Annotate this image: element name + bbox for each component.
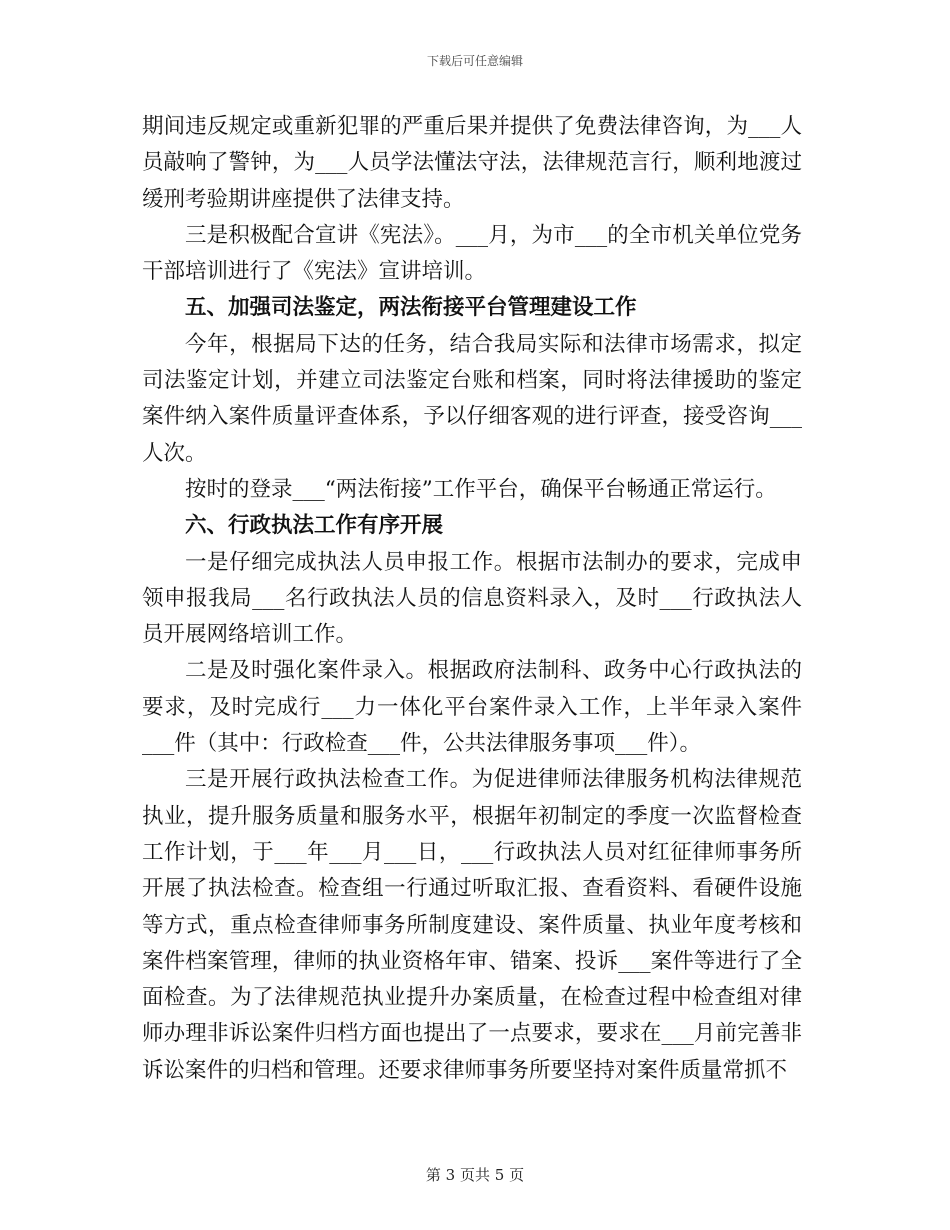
page-footer: 第 3 页共 5 页 [425,1166,525,1184]
section-heading-five: 五、加强司法鉴定，两法衔接平台管理建设工作 [185,295,637,321]
paragraph-case-entry: 二是及时强化案件录入。根据政府法制科、政务中心行政执法的要求，及时完成行___力一体化平台案件录入工作，上半年录入案件___件（其中：行政检查___件，公共法律服务事项___件）。 [142,658,802,757]
paragraph-enforcement-registration: 一是仔细完成执法人员申报工作。根据市法制办的要求，完成申领申报我局___名行政执法人员的信息资料录入，及时___行政执法人员开展网络培训工作。 [142,549,802,648]
paragraph-continuation: 期间违反规定或重新犯罪的严重后果并提供了免费法律咨询，为___人员敲响了警钟，为___人员学法懂法守法，法律规范言行，顺利地渡过缓刑考验期讲座提供了法律支持。 [142,114,802,212]
section-heading-six: 六、行政执法工作有序开展 [185,513,444,539]
paragraph-platform-login: 按时的登录___“两法衔接”工作平台，确保平台畅通正常运行。 [185,476,777,502]
paragraph-enforcement-inspection: 三是开展行政执法检查工作。为促进律师法律服务机构法律规范执业，提升服务质量和服务水平，根据年初制定的季度一次监督检查工作计划，于___年___月___日，___行政执法人员对红征律师事务所开展了执法检查。检查组一行通过听取汇报、查看资料、看硬件设施等方式，重点检查律师事务所制度建设、案件质量、执业年度考核和案件档案管理，律师的执业资格年审、错案、投诉___案件等进行了全面检查。为了法律规范执业提升办案质量，在检查过程中检查组对律师办理非诉讼案件归档方面也提出了一点要求，要求在___月前完善非诉讼案件的归档和管理。还要求律师事务所要坚持对案件质量常抓不 [142,767,802,1083]
paragraph-judicial-appraisal: 今年，根据局下达的任务，结合我局实际和法律市场需求，拟定司法鉴定计划，并建立司法鉴定台账和档案，同时将法律援助的鉴定案件纳入案件质量评查体系，予以仔细客观的进行评查，接受咨询___人次。 [142,331,802,466]
page-header: 下载后可任意编辑 [426,54,523,68]
paragraph-constitution-promotion: 三是积极配合宣讲《宪法》。___月，为市___的全市机关单位党务干部培训进行了《宪法》宣讲培训。 [142,222,802,285]
document-body [142,109,802,1089]
